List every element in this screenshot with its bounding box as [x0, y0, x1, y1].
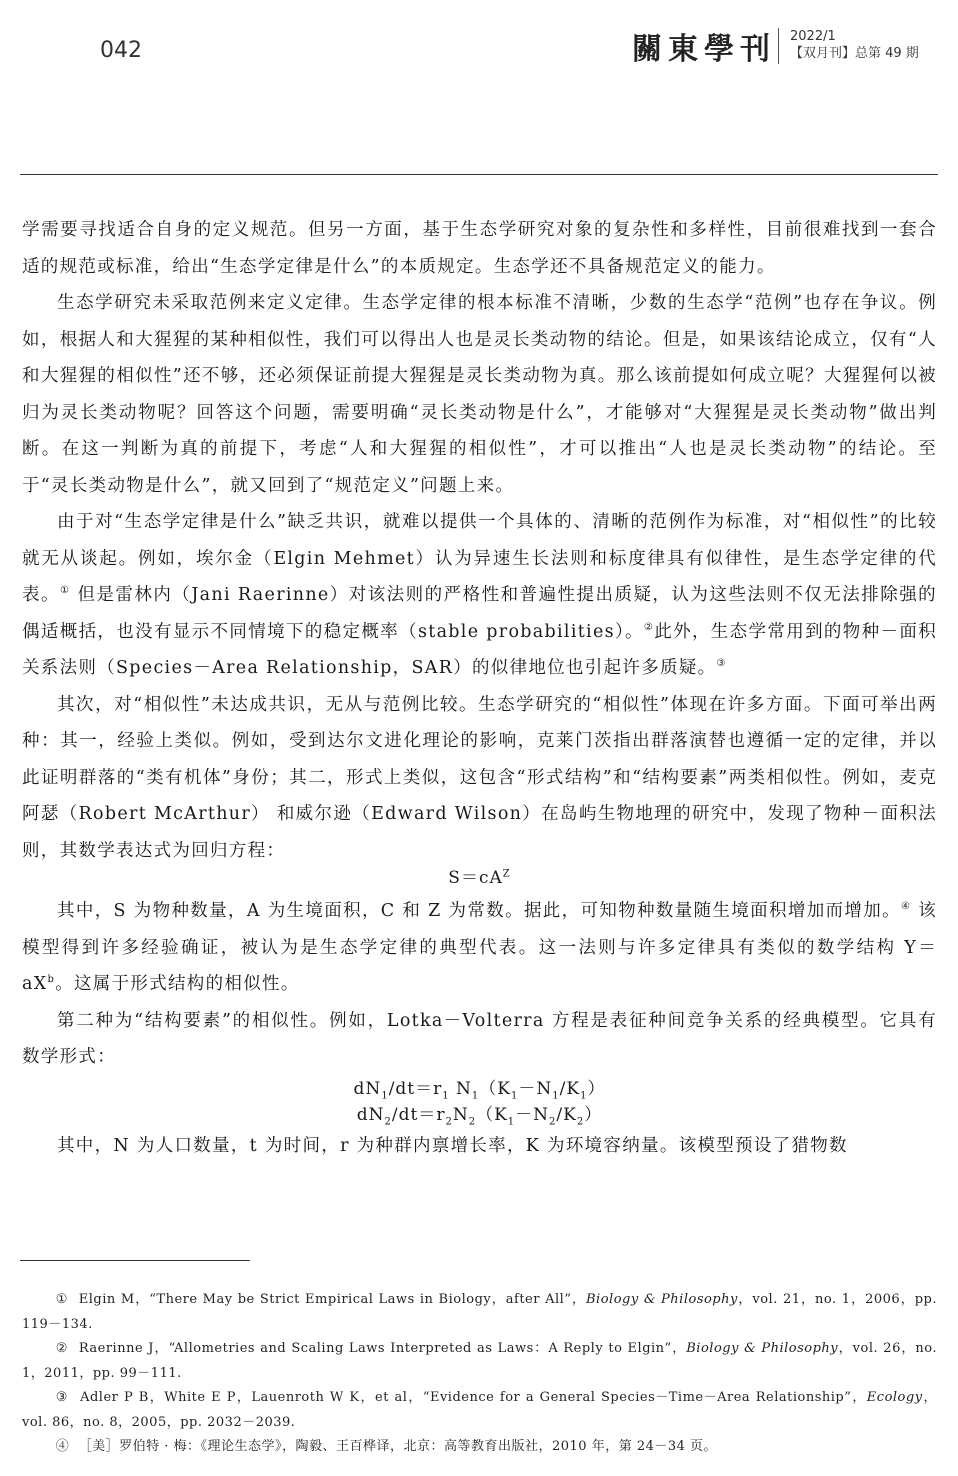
page-number: 042: [100, 38, 142, 63]
header-divider: [778, 28, 779, 64]
page-header: [0, 0, 958, 175]
equation-lv-1: $dN_1/dt=r_1$ $N_1(K_1-N_1/K_1)$: [353, 1078, 606, 1101]
paragraph: 生态学研究未采取范例来定义定律。生态学定律的根本标准不清晰，少数的生态学“范例”也存在争议。例如，根据人和大猩猩的某种相似性，我们可以得出人也是灵长类动物的结论。但是，如果该结论成立，仅有“人和大猩猩的相似性”还不够，还必须保证前提大猩猩是灵长类动物为真。那么该前提如何成立呢？大猩猩何以被归为灵长类动物呢？回答这个问题，需要明确“灵长类动物是什么”，才能够对“大猩猩是灵长类动物”做出判断。在这一判断为真的前提下，考虑“人和大猩猩的相似性”，才可以推出“人也是灵长类动物”的结论。至于“灵长类动物是什么”，就又回到了“规范定义”问题上来。: [22, 293, 937, 496]
equation-sar: $S=cA^Z$: [448, 868, 511, 888]
footnotes: [22, 1288, 937, 1460]
paragraph: 第二种为“结构要素”的相似性。例如，Lotka－Volterra 方程是表征种间竞争关系的经典模型。它具有数学形式：: [22, 1010, 937, 1067]
paragraph: 其中，S 为物种数量，A 为生境面积，C 和 Z 为常数。据此，可知物种数量随生境面积增加而增加。④ 该模型得到许多经验确证，被认为是生态学定律的典型代表。这一法则与许多定律具有类似的数学结构 $Y=aX^b$。这属于形式结构的相似性。: [22, 901, 938, 994]
footnote-marker: ①: [59, 585, 71, 597]
paragraph: 其中，N 为人口数量，t 为时间，r 为种群内禀增长率，K 为环境容纳量。该模型预设了猎物数: [57, 1135, 848, 1156]
footnote-marker: ④: [900, 901, 912, 913]
journal-title: 關東學刊: [632, 32, 776, 67]
issue-info: [790, 28, 919, 62]
footnote-marker: ③: [716, 658, 727, 670]
equation-lv-2: $dN_2/dt=r_2N_2(K_1-N_2/K_2)$: [356, 1104, 603, 1127]
footnote: ③ Adler P B，White E P，Lauenroth W K，et al，“Evidence for a General Species－Time－Area Relationship”，Ecology，vol. 86，no. 8，2005，pp. 2032－2039.: [22, 1390, 938, 1430]
paragraph: 其次，对“相似性”未达成共识，无从与范例比较。生态学研究的“相似性”体现在许多方面。下面可举出两种：其一，经验上类似。例如，受到达尔文进化理论的影响，克莱门茨指出群落演替也遵循一定的定律，并以此证明群落的“类有机体”身份；其二，形式上类似，这包含“形式结构”和“结构要素”两类相似性。例如，麦克阿瑟（Robert McArthur） 和威尔逊（Edward Wilson）在岛屿生物地理的研究中，发现了物种－面积法则，其数学表达式为回归方程：: [22, 694, 937, 861]
header-rule: [20, 174, 938, 175]
footnote: ④ ［美］罗伯特 · 梅：《理论生态学》，陶毅、王百桦译，北京：高等教育出版社，2010 年，第 24－34 页。: [55, 1439, 718, 1454]
footnote: ② Raerinne J，“Allometries and Scaling Laws Interpreted as Laws：A Reply to Elgin”，Biology & Philosophy，vol. 26，no. 1，2011，pp. 99－111.: [22, 1341, 937, 1381]
issue-year: 2022/1: [790, 29, 836, 44]
paragraph: 学需要寻找适合自身的定义规范。但另一方面，基于生态学研究对象的复杂性和多样性，目前很难找到一套合适的规范或标准，给出“生态学定律是什么”的本质规定。生态学还不具备规范定义的能力。: [22, 220, 937, 277]
issue-detail: 【双月刊】总第 49 期: [790, 46, 919, 61]
article-body: [22, 212, 937, 1164]
footnote-rule: [20, 1260, 250, 1261]
footnote-marker: ②: [643, 621, 655, 633]
paragraph: 由于对“生态学定律是什么”缺乏共识，就难以提供一个具体的、清晰的范例作为标准，对“相似性”的比较就无从谈起。例如，埃尔金（Elgin Mehmet）认为异速生长法则和标度律具有似律性，是生态学定律的代表。① 但是雷林内（Jani Raerinne）对该法则的严格性和普遍性提出质疑，认为这些法则不仅无法排除强的偶适概括，也没有显示不同情境下的稳定概率（stable probabilities）。②此外，生态学常用到的物种－面积关系法则（Species－Area Relationship，SAR）的似律地位也引起许多质疑。③: [22, 512, 938, 678]
footnote: ① Elgin M，“There May be Strict Empirical Laws in Biology，after All”，Biology & Philosophy，vol. 21，no. 1，2006，pp. 119－134.: [22, 1292, 937, 1332]
